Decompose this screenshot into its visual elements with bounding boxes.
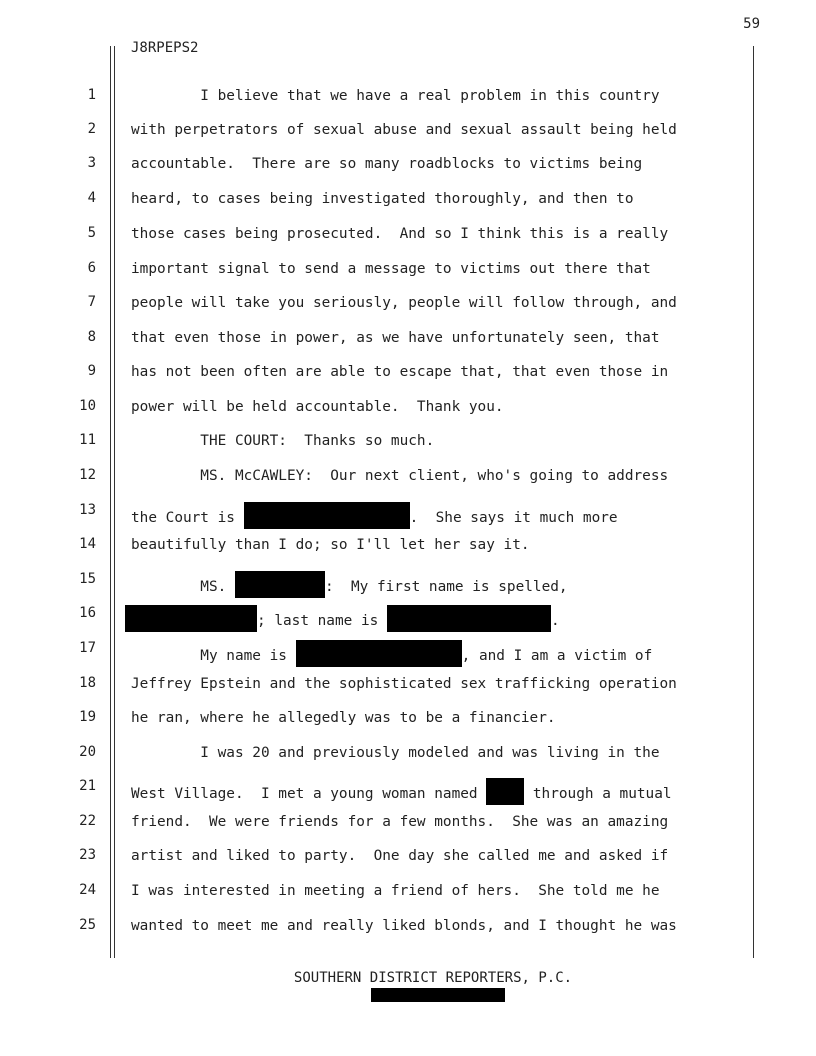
transcript-line: people will take you seriously, people will follow through, and	[131, 295, 677, 311]
line-number: 7	[87, 294, 96, 310]
line-number: 18	[79, 675, 96, 691]
transcript-line	[125, 605, 745, 632]
line-number: 1	[87, 87, 96, 103]
transcript-line: Jeffrey Epstein and the sophisticated sex trafficking operation	[131, 676, 677, 692]
transcript-line: I believe that we have a real problem in this country	[131, 88, 660, 104]
text-segment: My name is	[131, 648, 296, 664]
transcript-line	[131, 778, 751, 805]
header-code: J8RPEPS2	[131, 40, 199, 56]
text-segment: the Court is	[131, 510, 244, 526]
transcript-line: those cases being prosecuted. And so I think this is a really	[131, 226, 669, 242]
line-number: 3	[87, 155, 96, 171]
transcript-line	[131, 571, 751, 598]
line-number: 16	[79, 605, 96, 621]
line-number: 20	[79, 744, 96, 760]
transcript-line: heard, to cases being investigated thoroughly, and then to	[131, 191, 634, 207]
transcript-line: that even those in power, as we have unfortunately seen, that	[131, 330, 660, 346]
line-number: 12	[79, 467, 96, 483]
transcript-line: THE COURT: Thanks so much.	[131, 433, 435, 449]
text-segment: MS.	[131, 579, 235, 595]
transcript-line: I was interested in meeting a friend of hers. She told me he	[131, 883, 660, 899]
line-number: 24	[79, 882, 96, 898]
redaction-box	[125, 605, 257, 632]
transcript-line: he ran, where he allegedly was to be a financier.	[131, 710, 556, 726]
redaction-box	[296, 640, 462, 667]
left-margin-line-inner	[114, 46, 115, 958]
line-number: 2	[87, 121, 96, 137]
line-number: 4	[87, 190, 96, 206]
line-number: 8	[87, 329, 96, 345]
transcript-line	[131, 502, 751, 529]
text-segment: : My first name is spelled,	[324, 579, 568, 595]
redaction-box	[486, 778, 524, 805]
transcript-line: beautifully than I do; so I'll let her say it.	[131, 537, 530, 553]
line-number: 23	[79, 847, 96, 863]
line-number: 22	[79, 813, 96, 829]
transcript-line: with perpetrators of sexual abuse and sexual assault being held	[131, 122, 677, 138]
transcript-line: MS. McCAWLEY: Our next client, who's going to address	[131, 468, 669, 484]
text-segment: , and I am a victim of	[461, 648, 653, 664]
transcript-line: important signal to send a message to victims out there that	[131, 261, 651, 277]
transcript-line: has not been often are able to escape that, that even those in	[131, 364, 669, 380]
redaction-box	[235, 571, 325, 598]
redaction-box	[371, 988, 505, 1002]
line-number: 9	[87, 363, 96, 379]
text-segment: through a mutual	[524, 786, 672, 802]
line-number: 11	[79, 432, 96, 448]
line-number: 21	[79, 778, 96, 794]
transcript-line: I was 20 and previously modeled and was living in the	[131, 745, 660, 761]
line-number: 15	[79, 571, 96, 587]
footer-reporter: SOUTHERN DISTRICT REPORTERS, P.C.	[293, 970, 573, 986]
transcript-line: artist and liked to party. One day she called me and asked if	[131, 848, 669, 864]
line-number: 5	[87, 225, 96, 241]
text-segment: West Village. I met a young woman named	[131, 786, 487, 802]
redaction-box	[244, 502, 410, 529]
line-number: 17	[79, 640, 96, 656]
transcript-line: accountable. There are so many roadblocks to victims being	[131, 156, 643, 172]
left-margin-line-outer	[110, 46, 111, 958]
text-segment: . She says it much more	[409, 510, 618, 526]
line-number: 14	[79, 536, 96, 552]
line-number: 10	[79, 398, 96, 414]
transcript-line: friend. We were friends for a few months. She was an amazing	[131, 814, 669, 830]
line-number: 6	[87, 260, 96, 276]
transcript-line: power will be held accountable. Thank you.	[131, 399, 504, 415]
line-number: 19	[79, 709, 96, 725]
text-segment: ; last name is	[257, 613, 387, 629]
right-margin-line	[753, 46, 754, 958]
text-segment: .	[550, 613, 560, 629]
transcript-line	[131, 640, 751, 667]
line-number: 13	[79, 502, 96, 518]
page-number: 59	[743, 16, 760, 32]
transcript-line: wanted to meet me and really liked blonds, and I thought he was	[131, 918, 677, 934]
line-number: 25	[79, 917, 96, 933]
redaction-box	[387, 605, 551, 632]
